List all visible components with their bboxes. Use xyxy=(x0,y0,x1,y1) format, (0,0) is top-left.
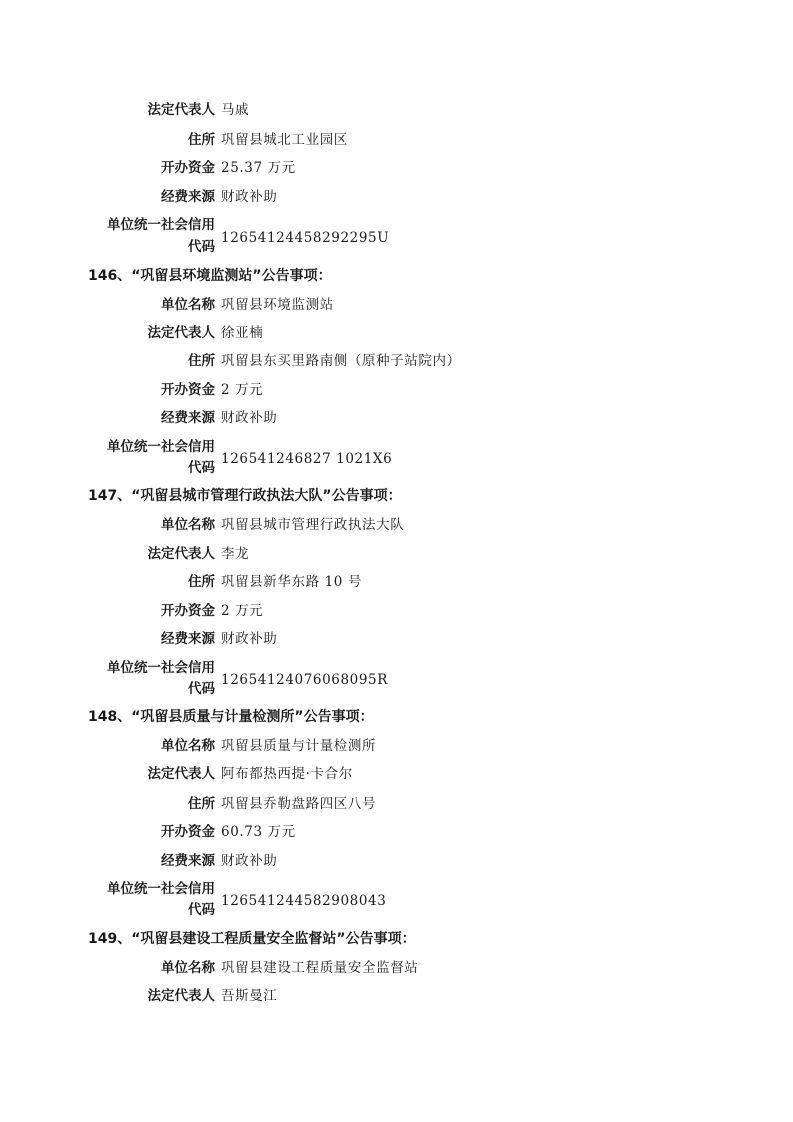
field-label: 单位统一社会信用 xyxy=(107,881,215,897)
field-label: 法定代表人 xyxy=(147,766,215,782)
field-value: 李龙 xyxy=(221,546,250,562)
field-label: 单位名称 xyxy=(161,738,215,754)
field-value: 126541244582908043 xyxy=(221,893,387,909)
field-value: 财政补助 xyxy=(221,853,278,869)
field-value: 马戚 xyxy=(221,102,250,118)
field-label: 法定代表人 xyxy=(147,988,215,1004)
field-label: 单位统一社会信用 xyxy=(107,439,215,455)
field-label-cont: 代码 xyxy=(188,902,215,918)
field-label: 单位统一社会信用 xyxy=(107,660,215,676)
field-value: 财政补助 xyxy=(221,631,278,647)
field-label: 住所 xyxy=(188,796,215,812)
field-value: 巩留县城北工业园区 xyxy=(221,132,348,148)
section-heading: 146、“巩留县环境监测站”公告事项： xyxy=(88,268,332,284)
field-label: 法定代表人 xyxy=(147,546,215,562)
section-heading: 148、“巩留县质量与计量检测所”公告事项： xyxy=(88,709,374,725)
field-value: 财政补助 xyxy=(221,410,278,426)
field-label: 经费来源 xyxy=(161,189,215,205)
field-label: 经费来源 xyxy=(161,853,215,869)
field-label-cont: 代码 xyxy=(188,681,215,697)
field-label: 开办资金 xyxy=(161,382,215,398)
field-value: 2 万元 xyxy=(221,382,264,398)
field-label: 开办资金 xyxy=(161,603,215,619)
field-value: 巩留县质量与计量检测所 xyxy=(221,738,377,754)
field-value: 巩留县建设工程质量安全监督站 xyxy=(221,960,419,976)
field-label-cont: 代码 xyxy=(188,460,215,476)
field-label: 单位名称 xyxy=(161,960,215,976)
field-label: 法定代表人 xyxy=(147,325,215,341)
field-label: 单位名称 xyxy=(161,297,215,313)
field-label: 住所 xyxy=(188,574,215,590)
field-value: 巩留县东买里路南侧（原种子站院内） xyxy=(221,353,461,369)
field-value: 巩留县环境监测站 xyxy=(221,297,334,313)
field-value: 126541246827 1021X6 xyxy=(221,451,393,467)
field-value: 阿布都热西提·卡合尔 xyxy=(221,766,353,782)
section-heading: 147、“巩留县城市管理行政执法大队”公告事项： xyxy=(88,488,402,504)
field-label: 经费来源 xyxy=(161,410,215,426)
field-value: 25.37 万元 xyxy=(221,160,296,176)
field-label: 单位统一社会信用 xyxy=(107,217,215,233)
field-label: 经费来源 xyxy=(161,631,215,647)
field-value: 巩留县城市管理行政执法大队 xyxy=(221,517,405,533)
field-label: 住所 xyxy=(188,132,215,148)
field-label: 法定代表人 xyxy=(147,102,215,118)
field-value: 徐亚楠 xyxy=(221,325,264,341)
field-value: 2 万元 xyxy=(221,603,264,619)
field-label: 单位名称 xyxy=(161,517,215,533)
field-value: 巩留县乔勒盘路四区八号 xyxy=(221,796,377,812)
field-value: 吾斯曼江 xyxy=(221,988,278,1004)
field-label: 开办资金 xyxy=(161,824,215,840)
field-value: 巩留县新华东路 10 号 xyxy=(221,574,362,590)
section-heading: 149、“巩留县建设工程质量安全监督站”公告事项： xyxy=(88,931,416,947)
field-label-cont: 代码 xyxy=(188,239,215,255)
field-value: 12654124458292295U xyxy=(221,230,390,246)
field-value: 财政补助 xyxy=(221,189,278,205)
field-label: 住所 xyxy=(188,353,215,369)
field-value: 60.73 万元 xyxy=(221,824,296,840)
field-label: 开办资金 xyxy=(161,160,215,176)
field-value: 12654124076068095R xyxy=(221,672,388,688)
